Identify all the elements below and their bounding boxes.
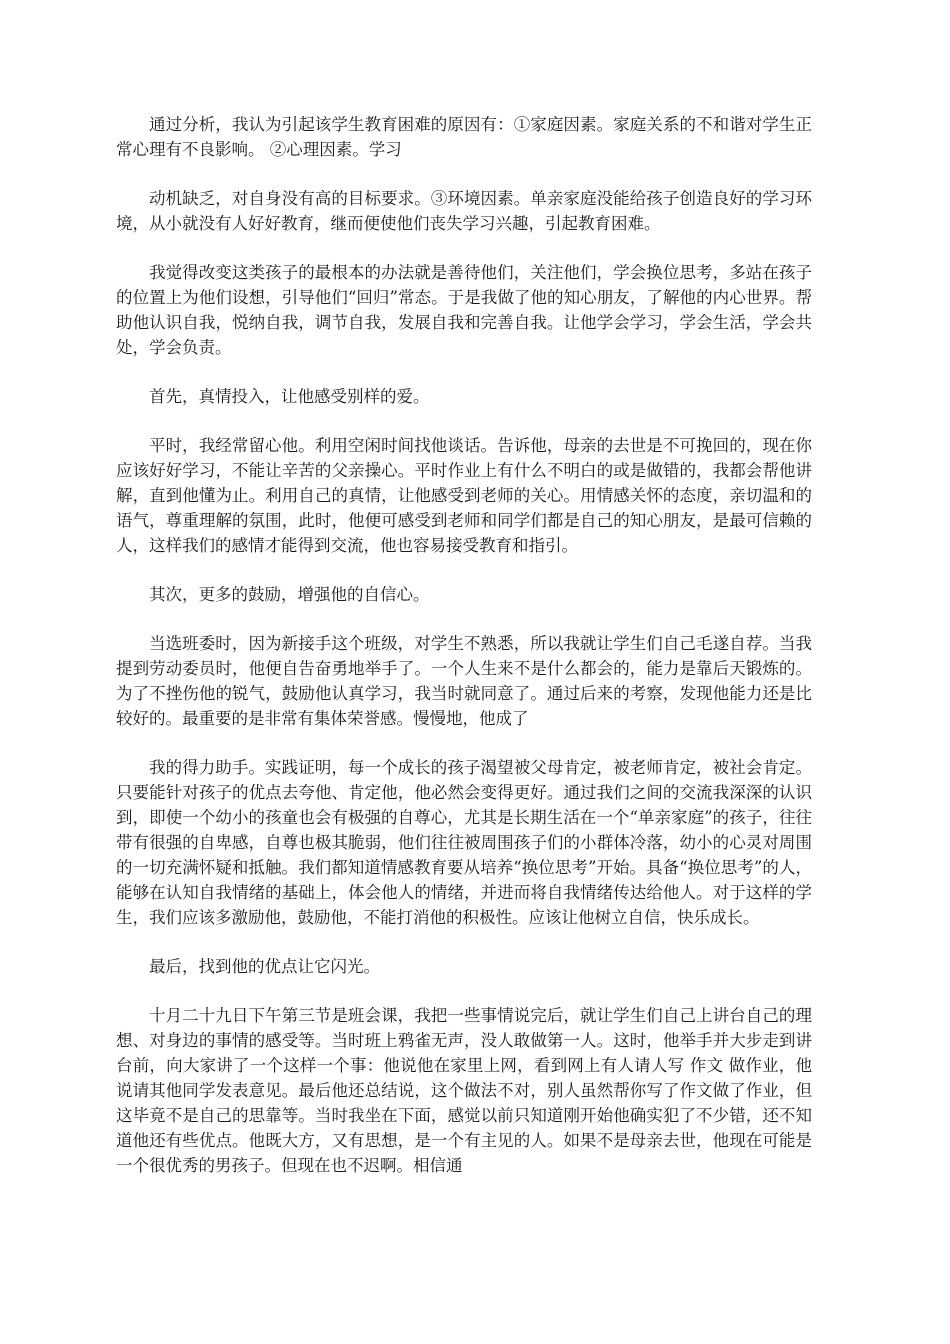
- paragraph-class-meeting: 十月二十九日下午第三节是班会课，我把一些事情说完后，就让学生们自己上讲台自己的理想、对身边的事情的感受等。当时班上鸦雀无声，没人敢做第一人。这时，他举手并大步走到讲台前，向大家讲了一个这样一个事：他说他在家里上网，看到网上有人请人写 作文 做作业，他说请其他同学发表意见。最后他还总结说，这个做法不对，别人虽然帮你写了作文做了作业，但这毕竟不是自己的思靠等。当时我坐在下面，感觉以前只知道刚开始他确实犯了不少错，还不知道他还有些优点。他既大方，又有思想，是一个有主见的人。如果不是母亲去世，他现在可能是一个很优秀的男孩子。但现在也不迟啊。相信通: [116, 1006, 812, 1175]
- paragraph-assistant: 我的得力助手。实践证明，每一个成长的孩子渴望被父母肯定，被老师肯定，被社会肯定。只要能针对孩子的优点去夸他、肯定他，他必然会变得更好。通过我们之间的交流我深深的认识到，即使一个幼小的孩童也会有极强的自尊心，尤其是长期生活在一个“单亲家庭”的孩子，往往带有很强的自卑感，自尊也极其脆弱，他们往往被周围孩子们的小群体冷落，幼小的心灵对周围的一切充满怀疑和抵触。我们都知道情感教育要从培养“换位思考”开始。具备“换位思考”的人，能够在认知自我情绪的基础上，体会他人的情绪，并进而将自我情绪传达给他人。对于这样的学生，我们应该多激励他，鼓励他，不能打消他的积极性。应该让他树立自信，快乐成长。: [116, 758, 812, 927]
- heading-second: 其次，更多的鼓励，增强他的自信心。: [149, 585, 430, 604]
- heading-first: 首先，真情投入，让他感受别样的爱。: [149, 387, 430, 406]
- paragraph-class-committee: 当选班委时，因为新接手这个班级，对学生不熟悉，所以我就让学生们自己毛遂自荐。当我提到劳动委员时，他便自告奋勇地举手了。一个人生来不是什么都会的，能力是靠后天锻炼的。为了不挫伤他的锐气，鼓励他认真学习，我当时就同意了。通过后来的考察，发现他能力还是比较好的。最重要的是非常有集体荣誉感。慢慢地，他成了: [116, 634, 812, 728]
- document-body: [116, 112, 812, 1202]
- heading-last: 最后，找到他的优点让它闪光。: [149, 957, 380, 976]
- paragraph-approach: 我觉得改变这类孩子的最根本的办法就是善待他们，关注他们，学会换位思考，多站在孩子的位置上为他们设想，引导他们“回归”常态。于是我做了他的知心朋友，了解他的内心世界。帮助他认识自我，悦纳自我，调节自我，发展自我和完善自我。让他学会学习，学会生活，学会共处，学会负责。: [116, 263, 812, 357]
- paragraph-motivation: 动机缺乏，对自身没有高的目标要求。③环境因素。单亲家庭没能给孩子创造良好的学习环境，从小就没有人好好教育，继而便使他们丧失学习兴趣，引起教育困难。: [116, 189, 812, 233]
- paragraph-care: 平时，我经常留心他。利用空闲时间找他谈话。告诉他，母亲的去世是不可挽回的，现在你应该好好学习，不能让辛苦的父亲操心。平时作业上有什么不明白的或是做错的，我都会帮他讲解，直到他懂为止。利用自己的真情，让他感受到老师的关心。用情感关怀的态度，亲切温和的语气，尊重理解的氛围，此时，他便可感受到老师和同学们都是自己的知心朋友，是最可信赖的人，这样我们的感情才能得到交流，他也容易接受教育和指引。: [116, 436, 812, 555]
- paragraph-causes: 通过分析，我认为引起该学生教育困难的原因有：①家庭因素。家庭关系的不和谐对学生正常心理有不良影响。 ②心理因素。学习: [116, 115, 812, 159]
